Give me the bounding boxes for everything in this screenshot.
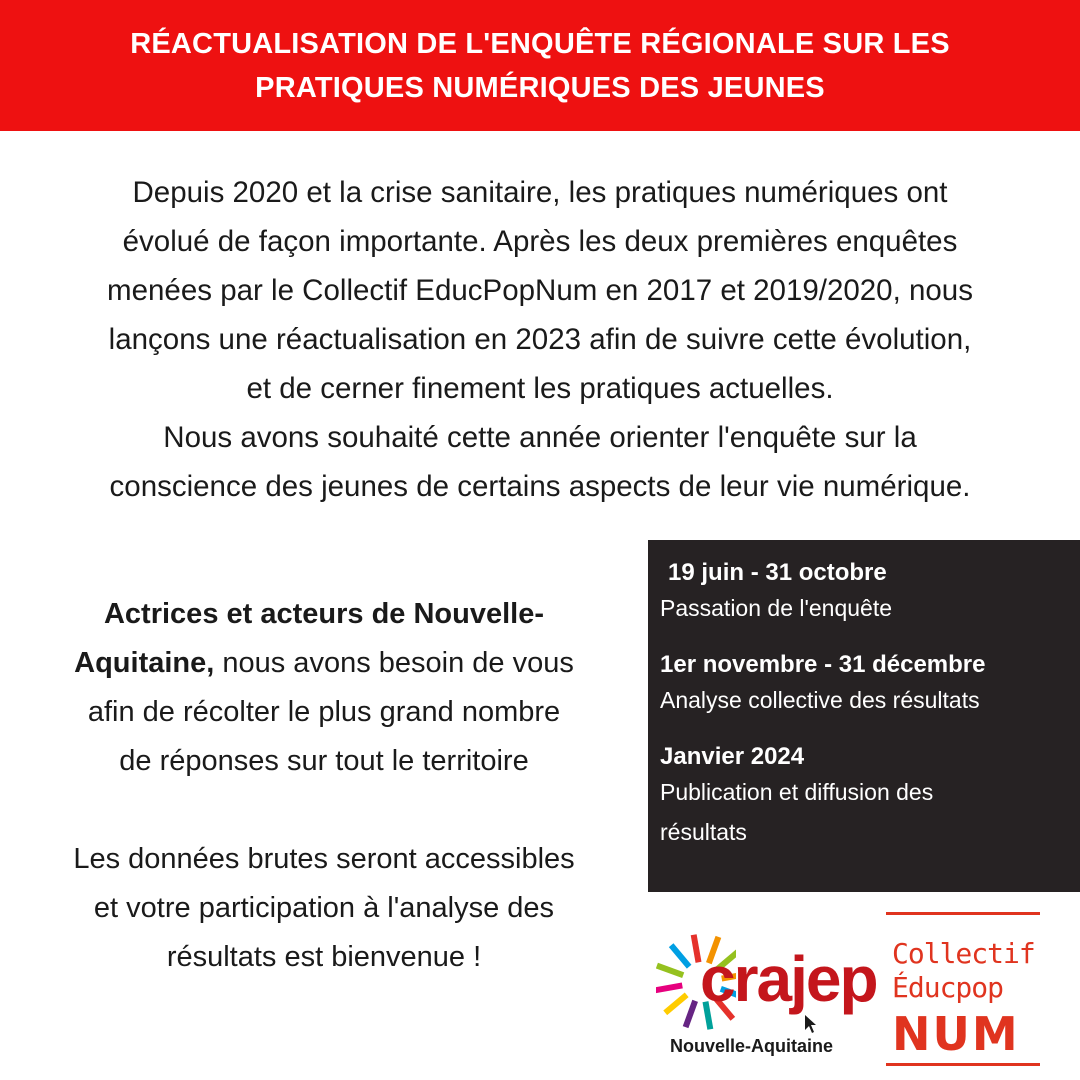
appeal-bold-line1: Actrices et acteurs de Nouvelle- bbox=[103, 598, 544, 630]
timeline-item bbox=[660, 742, 1080, 852]
crajep-wordmark: crajep bbox=[700, 943, 877, 1015]
cursor-arrow-icon bbox=[804, 1014, 820, 1034]
crajep-region-label: Nouvelle-Aquitaine bbox=[670, 1036, 834, 1056]
header-title-line1: RÉACTUALISATION DE L'ENQUÊTE RÉGIONALE SUR LES bbox=[130, 27, 950, 60]
appeal-bold-line2: Aquitaine, bbox=[74, 647, 215, 679]
intro-line: évolué de façon importante. Après les deux premières enquêtes bbox=[122, 225, 958, 258]
appeal-line3: afin de récolter le plus grand nombre bbox=[87, 696, 561, 728]
header-title-line2: PRATIQUES NUMÉRIQUES DES JEUNES bbox=[255, 71, 825, 104]
appeal-line5: Les données brutes seront accessibles bbox=[73, 843, 575, 875]
collectif-logo-line1: Collectif bbox=[892, 937, 1035, 970]
header-banner bbox=[0, 0, 1080, 131]
timeline-desc: Analyse collective des résultats bbox=[660, 687, 980, 713]
timeline-date: 1er novembre - 31 décembre bbox=[660, 651, 986, 678]
intro-line: menées par le Collectif EducPopNum en 2017 et 2019/2020, nous bbox=[107, 274, 973, 307]
timeline-item bbox=[660, 558, 1080, 628]
appeal-line6: et votre participation à l'analyse des bbox=[93, 892, 555, 924]
intro-paragraph bbox=[6, 168, 1074, 511]
appeal-rest-line2: nous avons besoin de vous bbox=[214, 647, 574, 679]
collectif-educpopnum-logo bbox=[886, 912, 1040, 1066]
appeal-line7: résultats est bienvenue ! bbox=[166, 941, 482, 973]
collectif-logo-line2: Éducpop bbox=[892, 971, 1004, 1004]
timeline-item bbox=[660, 650, 1080, 720]
timeline-date: Janvier 2024 bbox=[660, 743, 805, 770]
timeline-date: 19 juin - 31 octobre bbox=[668, 559, 887, 586]
timeline-box bbox=[648, 540, 1080, 892]
intro-line: lançons une réactualisation en 2023 afin de suivre cette évolution, bbox=[108, 323, 972, 356]
timeline-desc: Publication et diffusion des bbox=[660, 779, 934, 805]
timeline-desc: résultats bbox=[660, 819, 747, 845]
crajep-logo bbox=[656, 930, 877, 1068]
timeline-desc: Passation de l'enquête bbox=[660, 595, 893, 621]
appeal-text bbox=[8, 590, 640, 982]
appeal-line4: de réponses sur tout le territoire bbox=[119, 745, 529, 777]
intro-line: Nous avons souhaité cette année orienter l'enquête sur la bbox=[163, 421, 917, 454]
intro-line: conscience des jeunes de certains aspects de leur vie numérique. bbox=[109, 470, 971, 503]
appeal-spacer bbox=[8, 786, 640, 835]
intro-line: et de cerner finement les pratiques actuelles. bbox=[246, 372, 834, 405]
intro-line: Depuis 2020 et la crise sanitaire, les pratiques numériques ont bbox=[132, 176, 948, 209]
collectif-logo-line3: NUM bbox=[892, 1007, 1020, 1061]
